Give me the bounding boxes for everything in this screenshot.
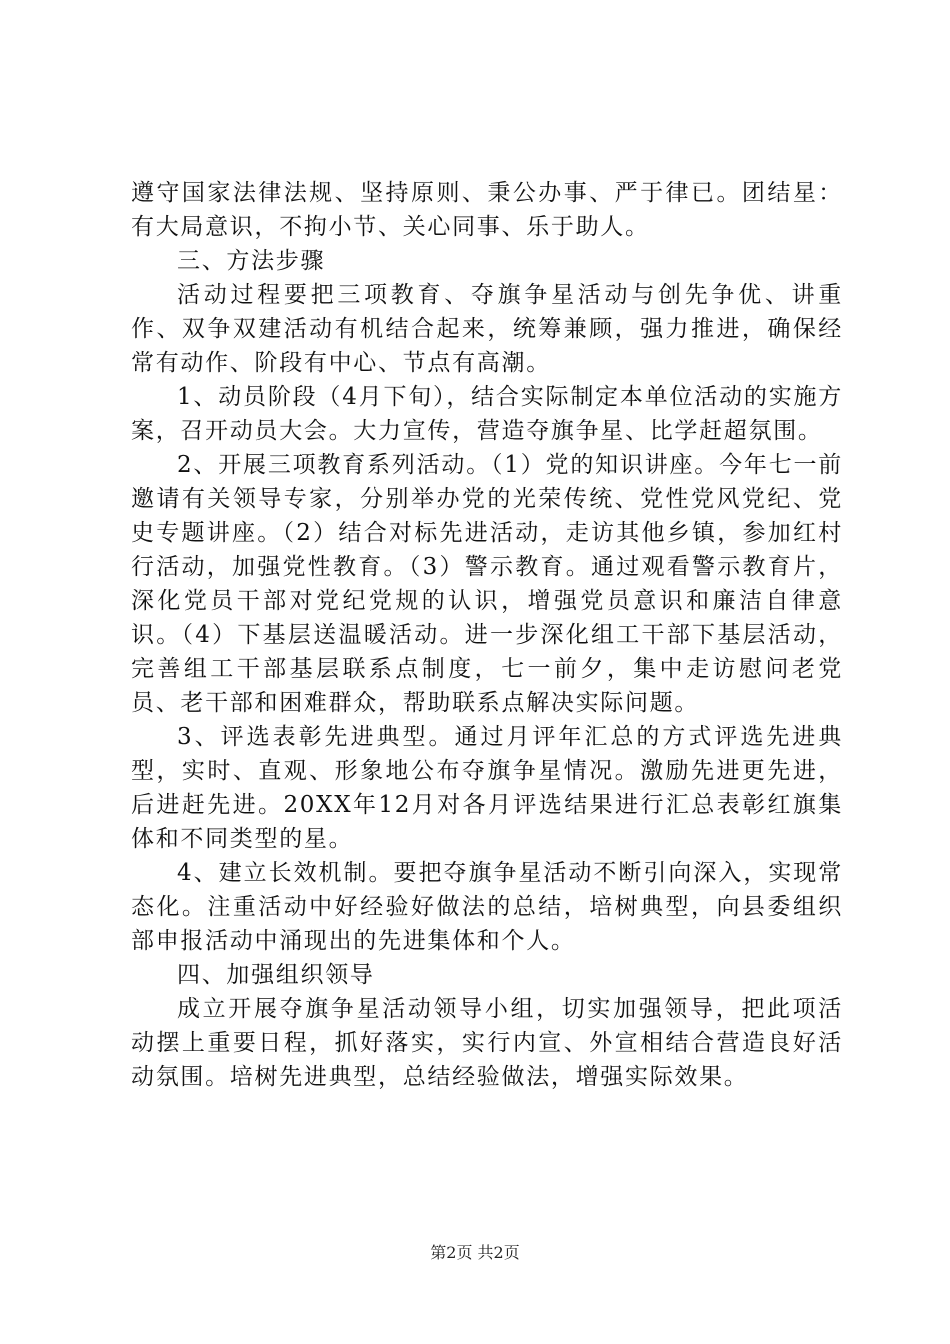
document-body [131, 176, 843, 1094]
paragraph-step-4: 4、建立长效机制。要把夺旗争星活动不断引向深入，实现常态化。注重活动中好经验好做法的总结，培树典型，向县委组织部申报活动中涌现出的先进集体和个人。 [131, 860, 843, 954]
page-number-footer: 第2页 共2页 [430, 1243, 520, 1262]
paragraph-step-3: 3、评选表彰先进典型。通过月评年汇总的方式评选先进典型，实时、直观、形象地公布夺旗争星情况。激励先进更先进，后进赶先进。20XX年12月对各月评选结果进行汇总表彰红旗集体和不同类型的星。 [131, 724, 843, 852]
paragraph-step-2: 2、开展三项教育系列活动。（1）党的知识讲座。今年七一前邀请有关领导专家，分别举办党的光荣传统、党性党风党纪、党史专题讲座。（2）结合对标先进活动，走访其他乡镇，参加红村行活动，加强党性教育。（3）警示教育。通过观看警示教育片，深化党员干部对党纪党规的认识，增强党员意识和廉洁自律意识。（4）下基层送温暖活动。进一步深化组工干部下基层活动，完善组工干部基层联系点制度，七一前夕，集中走访慰问老党员、老干部和困难群众，帮助联系点解决实际问题。 [131, 452, 843, 716]
paragraph-continuation: 遵守国家法律法规、坚持原则、秉公办事、严于律已。团结星：有大局意识，不拘小节、关心同事、乐于助人。 [131, 180, 843, 240]
section-heading-leadership: 四、加强组织领导 [177, 962, 375, 988]
paragraph-leadership: 成立开展夺旗争星活动领导小组，切实加强领导，把此项活动摆上重要日程，抓好落实，实行内宣、外宣相结合营造良好活动氛围。培树先进典型，总结经验做法，增强实际效果。 [131, 996, 843, 1090]
paragraph-step-1: 1、动员阶段（4月下旬），结合实际制定本单位活动的实施方案，召开动员大会。大力宣传，营造夺旗争星、比学赶超氛围。 [131, 384, 843, 444]
section-heading-methods: 三、方法步骤 [177, 248, 326, 274]
paragraph-methods-intro: 活动过程要把三项教育、夺旗争星活动与创先争优、讲重作、双争双建活动有机结合起来，统筹兼顾，强力推进，确保经常有动作、阶段有中心、节点有高潮。 [131, 282, 843, 376]
